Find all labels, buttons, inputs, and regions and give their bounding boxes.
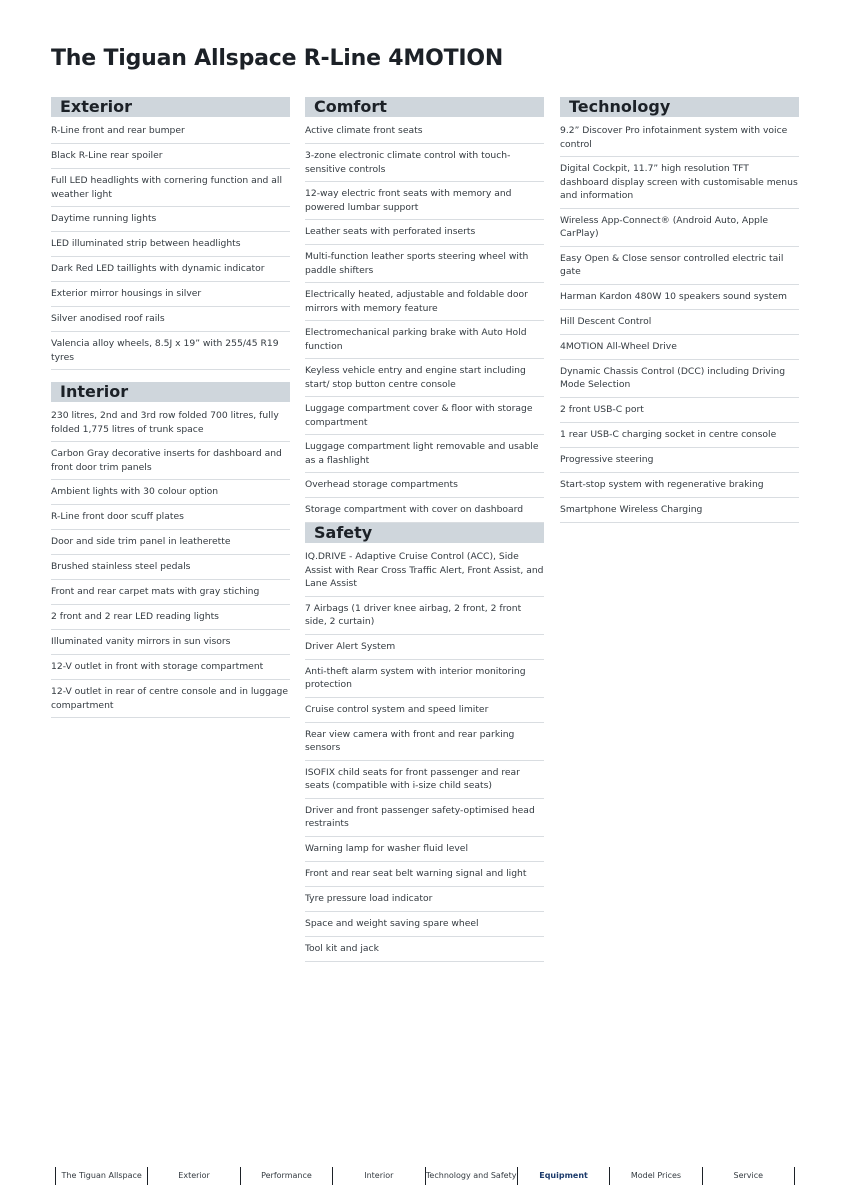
- list-item: 12-V outlet in rear of centre console and in luggage compartment: [51, 680, 290, 718]
- column-middle: [305, 97, 544, 962]
- list-item: Active climate front seats: [305, 119, 544, 144]
- technology-list: [560, 119, 799, 523]
- footer-link-model-prices[interactable]: Model Prices: [609, 1167, 701, 1185]
- page-title: The Tiguan Allspace R-Line 4MOTION: [51, 46, 504, 71]
- list-item: Tool kit and jack: [305, 937, 544, 962]
- list-item: Start-stop system with regenerative braking: [560, 473, 799, 498]
- footer-link-performance[interactable]: Performance: [240, 1167, 332, 1185]
- column-left: [51, 97, 290, 718]
- list-item: Tyre pressure load indicator: [305, 887, 544, 912]
- list-item: Harman Kardon 480W 10 speakers sound system: [560, 285, 799, 310]
- list-item: Wireless App-Connect® (Android Auto, Apple CarPlay): [560, 209, 799, 247]
- list-item: Progressive steering: [560, 448, 799, 473]
- list-item: Carbon Gray decorative inserts for dashboard and front door trim panels: [51, 442, 290, 480]
- list-item: Full LED headlights with cornering function and all weather light: [51, 169, 290, 207]
- list-item: 2 front and 2 rear LED reading lights: [51, 605, 290, 630]
- exterior-list: [51, 119, 290, 370]
- list-item: Brushed stainless steel pedals: [51, 555, 290, 580]
- list-item: 9.2” Discover Pro infotainment system with voice control: [560, 119, 799, 157]
- footer-link-service[interactable]: Service: [702, 1167, 795, 1185]
- list-item: R-Line front and rear bumper: [51, 119, 290, 144]
- list-item: Silver anodised roof rails: [51, 307, 290, 332]
- list-item: Luggage compartment light removable and usable as a flashlight: [305, 435, 544, 473]
- list-item: Digital Cockpit, 11.7” high resolution TFT dashboard display screen with customisable menus and information: [560, 157, 799, 209]
- list-item: Hill Descent Control: [560, 310, 799, 335]
- list-item: Leather seats with perforated inserts: [305, 220, 544, 245]
- list-item: IQ.DRIVE - Adaptive Cruise Control (ACC), Side Assist with Rear Cross Traffic Alert, Front Assist, and Lane Assist: [305, 545, 544, 597]
- footer-link-interior[interactable]: Interior: [332, 1167, 424, 1185]
- list-item: Luggage compartment cover & floor with storage compartment: [305, 397, 544, 435]
- list-item: 230 litres, 2nd and 3rd row folded 700 litres, fully folded 1,775 litres of trunk space: [51, 404, 290, 442]
- footer-link-technology-safety[interactable]: Technology and Safety: [425, 1167, 517, 1185]
- list-item: Valencia alloy wheels, 8.5J x 19” with 255/45 R19 tyres: [51, 332, 290, 370]
- section-heading-safety: Safety: [305, 523, 544, 543]
- list-item: Exterior mirror housings in silver: [51, 282, 290, 307]
- list-item: Storage compartment with cover on dashboard: [305, 498, 544, 523]
- list-item: 2 front USB-C port: [560, 398, 799, 423]
- column-right: [560, 97, 799, 523]
- section-heading-exterior: Exterior: [51, 97, 290, 117]
- safety-list: [305, 545, 544, 962]
- footer-nav: [55, 1167, 795, 1185]
- list-item: 4MOTION All-Wheel Drive: [560, 335, 799, 360]
- list-item: ISOFIX child seats for front passenger and rear seats (compatible with i-size child seats): [305, 761, 544, 799]
- list-item: 12-way electric front seats with memory and powered lumbar support: [305, 182, 544, 220]
- list-item: Dark Red LED taillights with dynamic indicator: [51, 257, 290, 282]
- section-heading-technology: Technology: [560, 97, 799, 117]
- list-item: Cruise control system and speed limiter: [305, 698, 544, 723]
- footer-link-tiguan-allspace[interactable]: The Tiguan Allspace: [55, 1167, 147, 1185]
- list-item: Smartphone Wireless Charging: [560, 498, 799, 523]
- list-item: LED illuminated strip between headlights: [51, 232, 290, 257]
- list-item: Driver Alert System: [305, 635, 544, 660]
- list-item: Rear view camera with front and rear parking sensors: [305, 723, 544, 761]
- list-item: Easy Open & Close sensor controlled electric tail gate: [560, 247, 799, 285]
- list-item: Door and side trim panel in leatherette: [51, 530, 290, 555]
- list-item: Overhead storage compartments: [305, 473, 544, 498]
- footer-link-exterior[interactable]: Exterior: [147, 1167, 239, 1185]
- list-item: R-Line front door scuff plates: [51, 505, 290, 530]
- footer-link-equipment[interactable]: Equipment: [517, 1167, 609, 1185]
- interior-list: [51, 404, 290, 718]
- list-item: Illuminated vanity mirrors in sun visors: [51, 630, 290, 655]
- comfort-list: [305, 119, 544, 523]
- list-item: Electrically heated, adjustable and foldable door mirrors with memory feature: [305, 283, 544, 321]
- list-item: Warning lamp for washer fluid level: [305, 837, 544, 862]
- list-item: Black R-Line rear spoiler: [51, 144, 290, 169]
- list-item: Multi-function leather sports steering wheel with paddle shifters: [305, 245, 544, 283]
- section-heading-comfort: Comfort: [305, 97, 544, 117]
- list-item: Anti-theft alarm system with interior monitoring protection: [305, 660, 544, 698]
- section-heading-interior: Interior: [51, 382, 290, 402]
- list-item: Keyless vehicle entry and engine start including start/ stop button centre console: [305, 359, 544, 397]
- list-item: Driver and front passenger safety-optimised head restraints: [305, 799, 544, 837]
- list-item: Front and rear carpet mats with gray stiching: [51, 580, 290, 605]
- list-item: 3-zone electronic climate control with touch-sensitive controls: [305, 144, 544, 182]
- list-item: Ambient lights with 30 colour option: [51, 480, 290, 505]
- list-item: 12-V outlet in front with storage compartment: [51, 655, 290, 680]
- list-item: Front and rear seat belt warning signal and light: [305, 862, 544, 887]
- list-item: 7 Airbags (1 driver knee airbag, 2 front, 2 front side, 2 curtain): [305, 597, 544, 635]
- list-item: Daytime running lights: [51, 207, 290, 232]
- list-item: Electromechanical parking brake with Auto Hold function: [305, 321, 544, 359]
- list-item: Dynamic Chassis Control (DCC) including Driving Mode Selection: [560, 360, 799, 398]
- list-item: 1 rear USB-C charging socket in centre console: [560, 423, 799, 448]
- list-item: Space and weight saving spare wheel: [305, 912, 544, 937]
